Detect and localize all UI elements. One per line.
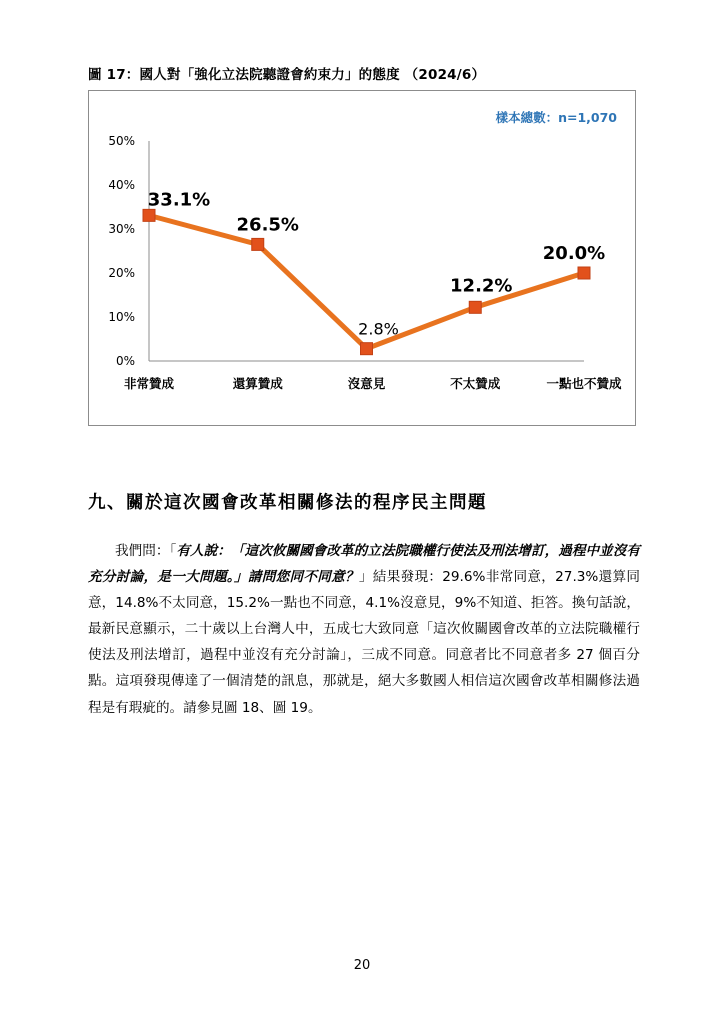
x-category-label: 非常贊成 [123,376,175,391]
x-category-label: 一點也不贊成 [546,376,622,391]
y-tick-label: 10% [108,310,135,324]
paragraph-rest: 」結果發現：29.6%非常同意，27.3%還算同意，14.8%不太同意，15.2%一點也不同意，4.1%沒意見，9%不知道、拒答。換句話說，最新民意顯示，二十歲以上台灣人中，五成七大致同意「這次攸關國會改革的立法院職權行使法及刑法增訂，過程中並沒有充分討論」，三成不同意。同意者比不同意者多 27 個百分點。這項發現傳達了一個清楚的訊息，那就是，絕大多數國人相信這次國會改革相關修法過程是有瑕疵的。請參見圖 18、圖 19。 [88,569,640,716]
data-label: 33.1% [147,189,211,211]
y-tick-label: 20% [108,266,135,280]
figure-caption: 圖 17：國人對「強化立法院聽證會約束力」的態度 （2024/6） [88,67,486,83]
x-category-label: 沒意見 [347,376,386,391]
data-point-marker [252,238,264,250]
data-point-marker [361,343,373,355]
data-label: 2.8% [358,319,399,339]
line-chart [89,91,637,427]
data-point-marker [143,209,155,221]
data-point-marker [469,301,481,313]
y-tick-label: 50% [108,134,135,148]
page-number: 20 [353,958,371,973]
data-label: 12.2% [450,275,513,297]
sample-size-note: 樣本總數：n=1,070 [495,110,617,125]
paragraph-quote: 有人說：「這次攸關國會改革的立法院職權行使法及刑法增訂，過程中並沒有充分討論，是一大問題。」請問您同不同意？ [88,543,640,586]
section-heading: 九、關於這次國會改革相關修法的程序民主問題 [88,493,487,513]
data-label: 26.5% [236,214,299,236]
chart-frame [88,90,636,426]
data-point-marker [578,267,590,279]
x-category-label: 還算贊成 [232,376,283,391]
paragraph-lead: 我們問：「 [115,543,177,559]
x-category-label: 不太贊成 [450,376,501,391]
y-tick-label: 40% [108,178,135,192]
body-paragraph [88,538,640,721]
data-label: 20.0% [542,243,606,264]
y-tick-label: 30% [108,222,135,236]
y-tick-label: 0% [115,354,135,368]
